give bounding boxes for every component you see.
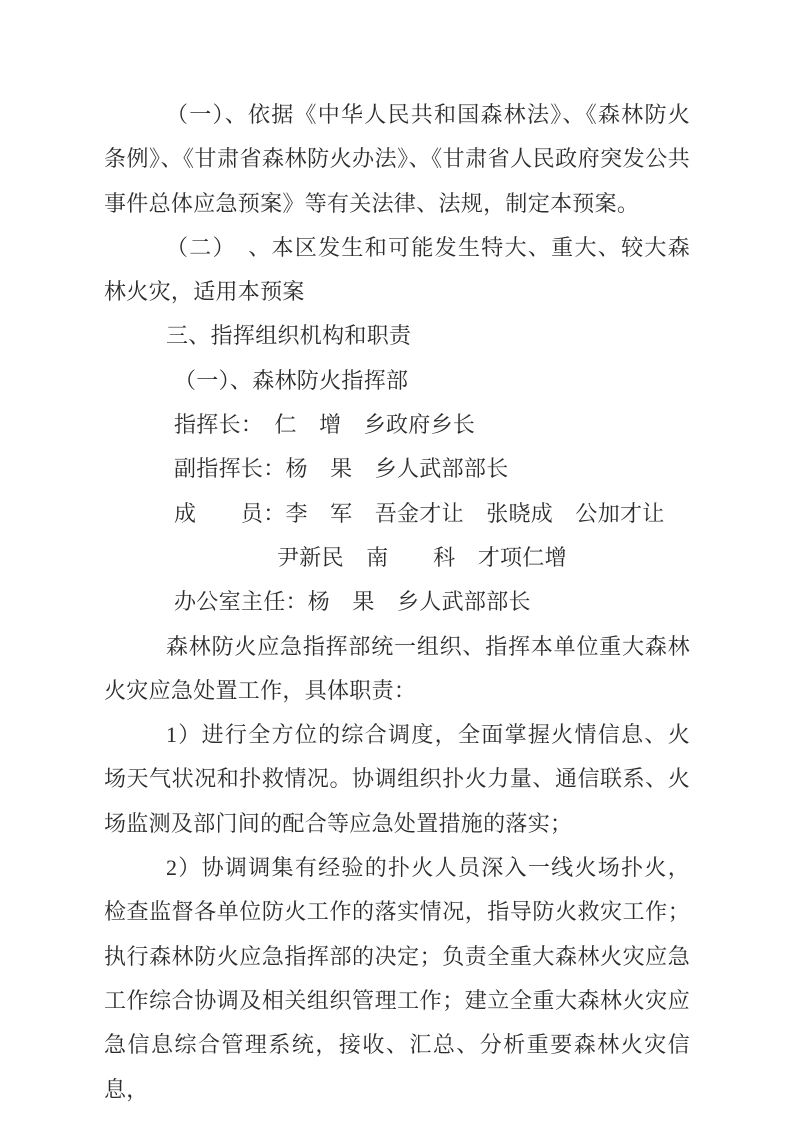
document-text-block xyxy=(104,93,690,1112)
paragraph: 1）进行全方位的综合调度，全面掌握火情信息、火场天气状况和扑救情况。协调组织扑火力量、通信联系、火场监测及部门间的配合等应急处置措施的落实； xyxy=(104,722,690,836)
paragraph: 指挥长： 仁 增 乡政府乡长 xyxy=(174,412,476,438)
paragraph: （一）、森林防火指挥部 xyxy=(174,367,409,393)
paragraph: 成 员：李 军 吾金才让 张晓成 公加才让 xyxy=(174,500,665,526)
paragraph: 办公室主任：杨 果 乡人武部部长 xyxy=(174,589,531,615)
paragraph: 2）协调调集有经验的扑火人员深入一线火场扑火，检查监督各单位防火工作的落实情况，指导防火救灾工作；执行森林防火应急指挥部的决定；负责全重大森林火灾应急工作综合协调及相关组织管理工作；建立全重大森林火灾应急信息综合管理系统，接收、汇总、分析重要森林火灾信息， xyxy=(104,855,690,1102)
paragraph: 三、指挥组织机构和职责 xyxy=(166,323,412,349)
paragraph: 副指挥长：杨 果 乡人武部部长 xyxy=(174,456,509,482)
paragraph: （一）、依据《中华人民共和国森林法》、《森林防火条例》、《甘肃省森林防火办法》、《甘肃省人民政府突发公共事件总体应急预案》等有关法律、法规，制定本预案。 xyxy=(104,102,690,216)
paragraph: 森林防火应急指挥部统一组织、指挥本单位重大森林火灾应急处置工作，具体职责： xyxy=(104,633,690,703)
paragraph: 尹新民 南 科 才项仁增 xyxy=(277,544,567,570)
paragraph: （二） 、本区发生和可能发生特大、重大、较大森林火灾，适用本预案 xyxy=(104,234,690,305)
